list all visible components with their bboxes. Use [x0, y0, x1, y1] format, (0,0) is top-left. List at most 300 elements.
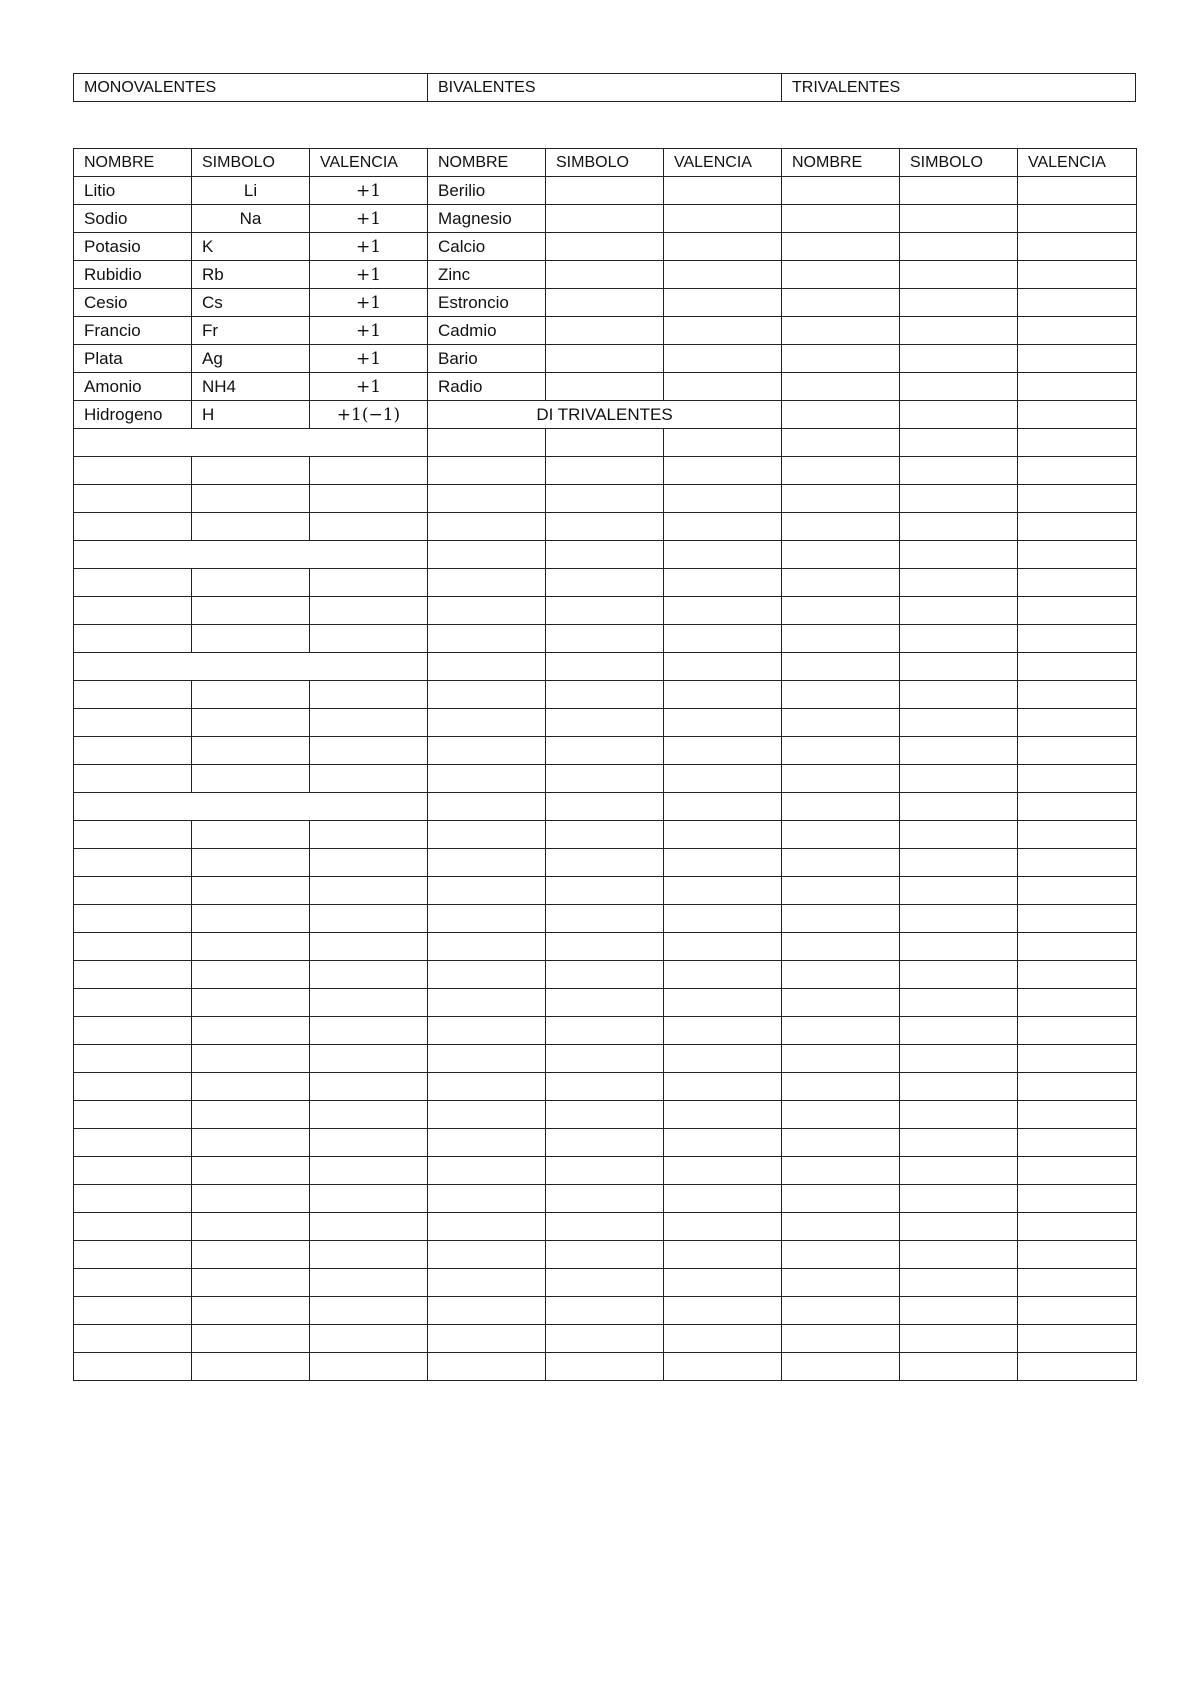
empty-cell [1018, 681, 1137, 709]
empty-cell [1018, 373, 1137, 401]
empty-cell [192, 989, 310, 1017]
empty-cell [546, 289, 664, 317]
empty-cell [546, 485, 664, 513]
empty-cell [664, 513, 782, 541]
empty-cell [310, 961, 428, 989]
empty-cell [74, 793, 428, 821]
header-nombre-mono: NOMBRE [74, 149, 192, 177]
empty-cell [1018, 793, 1137, 821]
empty-cell [782, 569, 900, 597]
empty-cell [546, 1129, 664, 1157]
empty-cell [428, 709, 546, 737]
empty-cell [192, 1353, 310, 1381]
empty-cell [900, 1129, 1018, 1157]
empty-cell [310, 1325, 428, 1353]
empty-cell [546, 961, 664, 989]
empty-cell [900, 597, 1018, 625]
table-row [74, 289, 1137, 317]
table-row [74, 737, 1137, 765]
table-row [74, 1073, 1137, 1101]
empty-cell [310, 821, 428, 849]
empty-cell [74, 989, 192, 1017]
mono-valencia: +1 [310, 177, 428, 205]
table-row [74, 457, 1137, 485]
mono-simbolo: Rb [192, 261, 310, 289]
table-row [74, 1325, 1137, 1353]
empty-cell [428, 1185, 546, 1213]
empty-cell [664, 1129, 782, 1157]
empty-cell [546, 681, 664, 709]
empty-cell [546, 597, 664, 625]
bi-nombre: Bario [428, 345, 546, 373]
empty-cell [428, 849, 546, 877]
empty-cell [428, 1157, 546, 1185]
empty-cell [1018, 177, 1137, 205]
empty-cell [192, 569, 310, 597]
empty-cell [546, 793, 664, 821]
empty-cell [900, 793, 1018, 821]
empty-cell [310, 1101, 428, 1129]
empty-cell [900, 1353, 1018, 1381]
empty-cell [1018, 653, 1137, 681]
empty-cell [900, 625, 1018, 653]
table-row [74, 597, 1137, 625]
empty-cell [900, 1325, 1018, 1353]
empty-cell [546, 1269, 664, 1297]
empty-cell [546, 1353, 664, 1381]
empty-cell [74, 1017, 192, 1045]
empty-cell [192, 933, 310, 961]
empty-cell [310, 1241, 428, 1269]
empty-cell [1018, 205, 1137, 233]
empty-cell [546, 653, 664, 681]
empty-cell [192, 709, 310, 737]
empty-cell [546, 1073, 664, 1101]
empty-cell [782, 1269, 900, 1297]
empty-cell [1018, 877, 1137, 905]
empty-cell [664, 1045, 782, 1073]
empty-cell [782, 1101, 900, 1129]
empty-cell [546, 345, 664, 373]
empty-cell [664, 1269, 782, 1297]
empty-cell [664, 1325, 782, 1353]
empty-cell [192, 485, 310, 513]
empty-cell [1018, 1017, 1137, 1045]
empty-cell [782, 1241, 900, 1269]
table-row [74, 1185, 1137, 1213]
mono-valencia: +1 [310, 317, 428, 345]
empty-cell [546, 877, 664, 905]
empty-cell [428, 989, 546, 1017]
empty-cell [900, 681, 1018, 709]
empty-cell [74, 653, 428, 681]
empty-cell [782, 933, 900, 961]
empty-cell [664, 1241, 782, 1269]
empty-cell [310, 681, 428, 709]
empty-cell [900, 765, 1018, 793]
empty-cell [546, 1213, 664, 1241]
empty-cell [428, 681, 546, 709]
header-simbolo-tri: SIMBOLO [900, 149, 1018, 177]
table-row [74, 233, 1137, 261]
empty-cell [782, 1185, 900, 1213]
empty-cell [310, 1017, 428, 1045]
mono-nombre: Amonio [74, 373, 192, 401]
mono-valencia: +1 [310, 205, 428, 233]
empty-cell [546, 373, 664, 401]
empty-cell [428, 1325, 546, 1353]
empty-cell [74, 961, 192, 989]
empty-cell [900, 317, 1018, 345]
empty-cell [546, 1101, 664, 1129]
empty-cell [546, 765, 664, 793]
empty-cell [428, 961, 546, 989]
empty-cell [1018, 1129, 1137, 1157]
empty-cell [782, 1213, 900, 1241]
column-header-row [74, 149, 1137, 177]
empty-cell [782, 261, 900, 289]
table-row [74, 429, 1137, 457]
empty-cell [782, 961, 900, 989]
empty-cell [782, 541, 900, 569]
header-valencia-tri: VALENCIA [1018, 149, 1137, 177]
empty-cell [782, 429, 900, 457]
empty-cell [900, 233, 1018, 261]
bi-nombre: Calcio [428, 233, 546, 261]
table-row [74, 849, 1137, 877]
empty-cell [900, 457, 1018, 485]
empty-cell [192, 821, 310, 849]
bi-nombre: Cadmio [428, 317, 546, 345]
table-row [74, 1129, 1137, 1157]
empty-cell [310, 457, 428, 485]
empty-cell [428, 1073, 546, 1101]
valence-group-headers [73, 73, 1136, 102]
bi-nombre: Magnesio [428, 205, 546, 233]
empty-cell [546, 905, 664, 933]
empty-cell [1018, 989, 1137, 1017]
empty-cell [782, 905, 900, 933]
empty-cell [310, 1129, 428, 1157]
empty-cell [74, 905, 192, 933]
table-row [74, 681, 1137, 709]
empty-cell [74, 541, 428, 569]
empty-cell [74, 1073, 192, 1101]
empty-cell [428, 653, 546, 681]
empty-cell [782, 485, 900, 513]
mono-valencia: +1 [310, 289, 428, 317]
empty-cell [428, 821, 546, 849]
empty-cell [1018, 737, 1137, 765]
empty-cell [664, 1073, 782, 1101]
empty-cell [546, 429, 664, 457]
mono-valencia: +1(−1) [310, 401, 428, 429]
empty-cell [546, 821, 664, 849]
empty-cell [900, 1157, 1018, 1185]
empty-cell [428, 1129, 546, 1157]
empty-cell [1018, 541, 1137, 569]
group-monovalentes: MONOVALENTES [74, 74, 428, 102]
empty-cell [74, 513, 192, 541]
empty-cell [1018, 849, 1137, 877]
empty-cell [192, 1157, 310, 1185]
empty-cell [546, 513, 664, 541]
empty-cell [310, 737, 428, 765]
table-row [74, 317, 1137, 345]
empty-cell [664, 625, 782, 653]
empty-cell [900, 1213, 1018, 1241]
empty-cell [546, 205, 664, 233]
empty-cell [74, 709, 192, 737]
table-row [74, 1045, 1137, 1073]
table-row [74, 709, 1137, 737]
empty-cell [664, 177, 782, 205]
empty-cell [900, 709, 1018, 737]
empty-cell [900, 373, 1018, 401]
table-row [74, 821, 1137, 849]
mono-simbolo: Cs [192, 289, 310, 317]
empty-cell [782, 849, 900, 877]
mono-simbolo: H [192, 401, 310, 429]
empty-cell [900, 737, 1018, 765]
empty-cell [664, 597, 782, 625]
empty-cell [74, 1241, 192, 1269]
mono-nombre: Plata [74, 345, 192, 373]
empty-cell [900, 849, 1018, 877]
mono-nombre: Litio [74, 177, 192, 205]
empty-cell [74, 765, 192, 793]
mono-nombre: Hidrogeno [74, 401, 192, 429]
empty-cell [782, 1325, 900, 1353]
empty-cell [664, 1213, 782, 1241]
empty-cell [546, 177, 664, 205]
empty-cell [428, 737, 546, 765]
empty-cell [900, 205, 1018, 233]
header-valencia-bi: VALENCIA [664, 149, 782, 177]
empty-cell [192, 681, 310, 709]
empty-cell [1018, 1297, 1137, 1325]
empty-cell [428, 569, 546, 597]
empty-cell [782, 625, 900, 653]
empty-cell [192, 513, 310, 541]
empty-cell [782, 737, 900, 765]
empty-cell [192, 1325, 310, 1353]
header-simbolo-mono: SIMBOLO [192, 149, 310, 177]
empty-cell [1018, 1269, 1137, 1297]
empty-cell [900, 989, 1018, 1017]
empty-cell [664, 793, 782, 821]
empty-cell [546, 1325, 664, 1353]
empty-cell [900, 1269, 1018, 1297]
empty-cell [74, 1325, 192, 1353]
empty-cell [428, 541, 546, 569]
empty-cell [782, 765, 900, 793]
empty-cell [782, 681, 900, 709]
table-row [74, 625, 1137, 653]
empty-cell [782, 345, 900, 373]
empty-cell [1018, 345, 1137, 373]
empty-cell [74, 933, 192, 961]
empty-cell [664, 877, 782, 905]
empty-cell [192, 1297, 310, 1325]
group-trivalentes: TRIVALENTES [782, 74, 1136, 102]
empty-cell [900, 401, 1018, 429]
empty-cell [900, 961, 1018, 989]
empty-cell [664, 233, 782, 261]
empty-cell [782, 1045, 900, 1073]
empty-cell [546, 1241, 664, 1269]
empty-cell [310, 597, 428, 625]
empty-cell [1018, 1241, 1137, 1269]
empty-cell [782, 1297, 900, 1325]
empty-cell [782, 401, 900, 429]
empty-cell [192, 961, 310, 989]
empty-cell [74, 1353, 192, 1381]
empty-cell [664, 485, 782, 513]
table-row [74, 1269, 1137, 1297]
empty-cell [664, 653, 782, 681]
empty-cell [428, 793, 546, 821]
table-row [74, 345, 1137, 373]
empty-cell [310, 1045, 428, 1073]
mono-simbolo: Li [192, 177, 310, 205]
empty-cell [74, 429, 428, 457]
empty-cell [900, 513, 1018, 541]
empty-cell [310, 905, 428, 933]
empty-cell [782, 877, 900, 905]
empty-cell [428, 1017, 546, 1045]
empty-cell [664, 1017, 782, 1045]
empty-cell [428, 1045, 546, 1073]
empty-cell [782, 1073, 900, 1101]
empty-cell [74, 877, 192, 905]
table-row [74, 1297, 1137, 1325]
empty-cell [546, 849, 664, 877]
empty-cell [428, 597, 546, 625]
table-row [74, 205, 1137, 233]
bi-nombre: Zinc [428, 261, 546, 289]
empty-cell [782, 597, 900, 625]
di-trivalentes-label: DI TRIVALENTES [428, 401, 782, 429]
empty-cell [1018, 821, 1137, 849]
empty-cell [74, 1297, 192, 1325]
empty-cell [900, 653, 1018, 681]
empty-cell [1018, 261, 1137, 289]
empty-cell [900, 541, 1018, 569]
empty-cell [428, 513, 546, 541]
mono-nombre: Cesio [74, 289, 192, 317]
table-row [74, 1157, 1137, 1185]
empty-cell [782, 709, 900, 737]
empty-cell [74, 681, 192, 709]
empty-cell [664, 765, 782, 793]
table-row [74, 373, 1137, 401]
header-nombre-tri: NOMBRE [782, 149, 900, 177]
empty-cell [1018, 765, 1137, 793]
empty-cell [74, 457, 192, 485]
empty-cell [192, 1045, 310, 1073]
table-row [74, 1101, 1137, 1129]
empty-cell [1018, 401, 1137, 429]
empty-cell [664, 289, 782, 317]
empty-cell [664, 457, 782, 485]
empty-cell [546, 233, 664, 261]
empty-cell [664, 205, 782, 233]
empty-cell [782, 793, 900, 821]
empty-cell [900, 1073, 1018, 1101]
empty-cell [664, 849, 782, 877]
empty-cell [1018, 1325, 1137, 1353]
empty-cell [664, 569, 782, 597]
empty-cell [310, 765, 428, 793]
empty-cell [664, 541, 782, 569]
mono-simbolo: Ag [192, 345, 310, 373]
empty-cell [1018, 513, 1137, 541]
empty-cell [310, 1213, 428, 1241]
empty-cell [310, 625, 428, 653]
mono-valencia: +1 [310, 345, 428, 373]
table-row [74, 793, 1137, 821]
empty-cell [546, 1045, 664, 1073]
empty-cell [1018, 1157, 1137, 1185]
empty-cell [192, 737, 310, 765]
empty-cell [428, 457, 546, 485]
table-row [74, 1353, 1137, 1381]
empty-cell [310, 1297, 428, 1325]
header-valencia-mono: VALENCIA [310, 149, 428, 177]
empty-cell [1018, 597, 1137, 625]
empty-cell [310, 709, 428, 737]
table-row [74, 541, 1137, 569]
empty-cell [310, 877, 428, 905]
empty-cell [664, 737, 782, 765]
empty-cell [74, 737, 192, 765]
mono-simbolo: K [192, 233, 310, 261]
empty-cell [74, 1045, 192, 1073]
empty-cell [900, 821, 1018, 849]
empty-cell [192, 1073, 310, 1101]
empty-cell [74, 849, 192, 877]
table-row [74, 261, 1137, 289]
empty-cell [428, 1353, 546, 1381]
empty-cell [74, 1129, 192, 1157]
empty-cell [74, 569, 192, 597]
mono-valencia: +1 [310, 373, 428, 401]
empty-cell [900, 905, 1018, 933]
empty-cell [1018, 625, 1137, 653]
empty-cell [782, 177, 900, 205]
table-row [74, 1241, 1137, 1269]
empty-cell [664, 1101, 782, 1129]
empty-cell [192, 1017, 310, 1045]
empty-cell [428, 1101, 546, 1129]
empty-cell [192, 877, 310, 905]
empty-cell [310, 1353, 428, 1381]
empty-cell [310, 1073, 428, 1101]
empty-cell [782, 289, 900, 317]
empty-cell [310, 1157, 428, 1185]
empty-cell [900, 1297, 1018, 1325]
table-row [74, 933, 1137, 961]
mono-valencia: +1 [310, 233, 428, 261]
empty-cell [192, 597, 310, 625]
elements-table [73, 148, 1137, 1381]
mono-valencia: +1 [310, 261, 428, 289]
empty-cell [192, 457, 310, 485]
empty-cell [192, 1213, 310, 1241]
empty-cell [546, 1017, 664, 1045]
empty-cell [546, 1185, 664, 1213]
